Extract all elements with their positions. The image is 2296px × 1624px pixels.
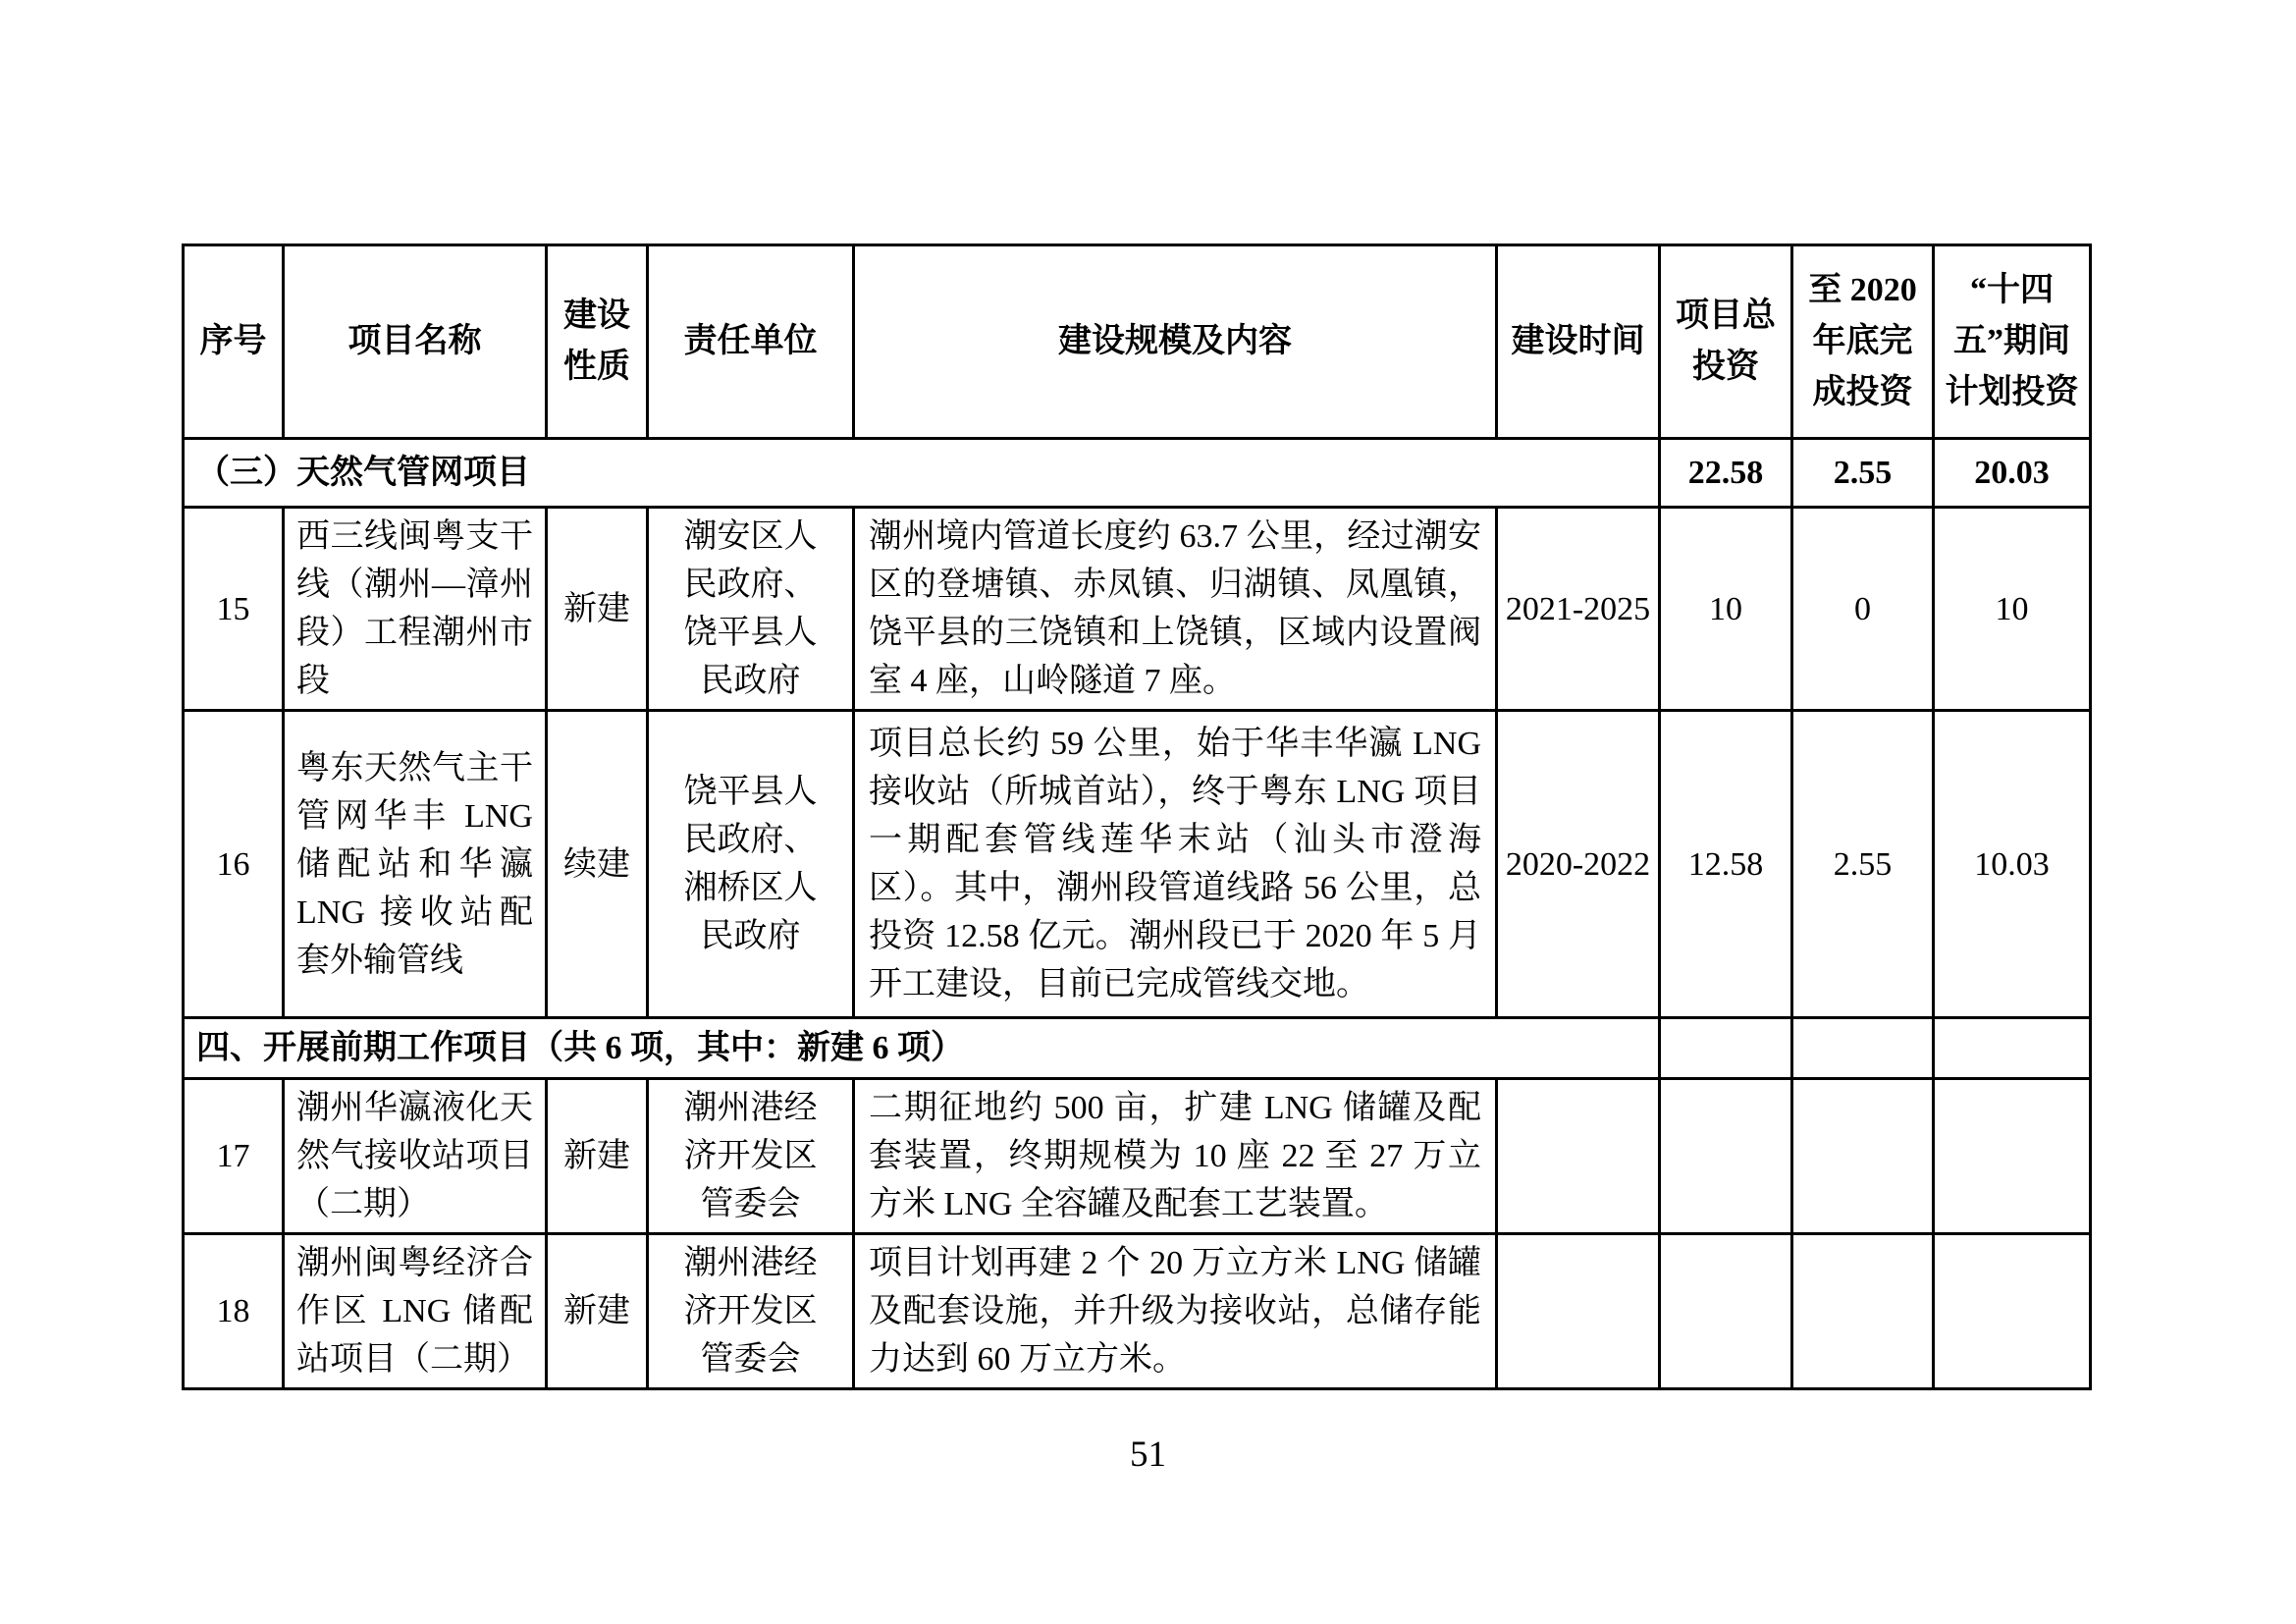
cell-investment-by-2020: 0 [1792,508,1934,711]
section-investment-by-2020: 2.55 [1792,439,1934,508]
header-cell-construction-time: 建设时间 [1497,245,1660,439]
cell-construction-nature: 新建 [547,508,648,711]
section-row-preliminary-work [184,1018,2091,1079]
project-row-15 [184,508,2091,711]
cell-construction-nature: 续建 [547,711,648,1018]
cell-scale-and-content: 项目总长约 59 公里，始于华丰华瀛 LNG 接收站（所城首站），终于粤东 LNG 项目一期配套管线莲华末站（汕头市澄海区）。其中，潮州段管道线路 56 公里，总投资 12.58 亿元。潮州段已于 2020 年 5 月开工建设，目前已完成管线交地。 [854,711,1497,1018]
section-planned-investment: 20.03 [1934,439,2091,508]
table-header-row [184,245,2091,439]
cell-no: 16 [184,711,284,1018]
cell-total-investment [1660,1079,1792,1234]
cell-construction-time [1497,1079,1660,1234]
cell-planned-investment: 10.03 [1934,711,2091,1018]
cell-planned-investment [1934,1234,2091,1389]
section-total-investment: 22.58 [1660,439,1792,508]
page-number: 51 [1130,1435,1166,1475]
cell-responsible-unit: 潮州港经济开发区管委会 [648,1234,854,1389]
cell-investment-by-2020 [1792,1234,1934,1389]
cell-scale-and-content: 潮州境内管道长度约 63.7 公里，经过潮安区的登塘镇、赤凤镇、归湖镇、凤凰镇，饶平县的三饶镇和上饶镇，区域内设置阀室 4 座，山岭隧道 7 座。 [854,508,1497,711]
cell-total-investment: 10 [1660,508,1792,711]
cell-planned-investment: 10 [1934,508,2091,711]
section-total-investment [1660,1018,1792,1079]
section-title: 四、开展前期工作项目（共 6 项，其中：新建 6 项） [184,1018,1660,1079]
project-row-18 [184,1234,2091,1389]
cell-responsible-unit: 潮安区人民政府、饶平县人民政府 [648,508,854,711]
header-cell-planned-investment-14-5: “十四五”期间计划投资 [1934,245,2091,439]
header-cell-construction-nature: 建设性质 [547,245,648,439]
cell-total-investment [1660,1234,1792,1389]
cell-project-name: 潮州华瀛液化天然气接收站项目（二期） [284,1079,547,1234]
cell-no: 18 [184,1234,284,1389]
section-investment-by-2020 [1792,1018,1934,1079]
header-cell-investment-by-2020: 至 2020 年底完成投资 [1792,245,1934,439]
cell-scale-and-content: 项目计划再建 2 个 20 万立方米 LNG 储罐及配套设施，并升级为接收站，总储存能力达到 60 万立方米。 [854,1234,1497,1389]
cell-no: 15 [184,508,284,711]
cell-planned-investment [1934,1079,2091,1234]
cell-investment-by-2020 [1792,1079,1934,1234]
cell-responsible-unit: 饶平县人民政府、湘桥区人民政府 [648,711,854,1018]
cell-project-name: 粤东天然气主干管网华丰 LNG 储配站和华瀛 LNG 接收站配套外输管线 [284,711,547,1018]
cell-investment-by-2020: 2.55 [1792,711,1934,1018]
cell-no: 17 [184,1079,284,1234]
cell-construction-time: 2021-2025 [1497,508,1660,711]
projects-table [182,244,2092,1390]
header-cell-scale-and-content: 建设规模及内容 [854,245,1497,439]
cell-project-name: 西三线闽粤支干线（潮州—漳州段）工程潮州市段 [284,508,547,711]
project-row-17 [184,1079,2091,1234]
header-cell-no: 序号 [184,245,284,439]
cell-construction-nature: 新建 [547,1079,648,1234]
header-cell-responsible-unit: 责任单位 [648,245,854,439]
header-cell-total-investment: 项目总投资 [1660,245,1792,439]
section-title: （三）天然气管网项目 [184,439,1660,508]
cell-responsible-unit: 潮州港经济开发区管委会 [648,1079,854,1234]
header-cell-project-name: 项目名称 [284,245,547,439]
cell-total-investment: 12.58 [1660,711,1792,1018]
section-row-gas-pipeline [184,439,2091,508]
section-planned-investment [1934,1018,2091,1079]
cell-construction-time [1497,1234,1660,1389]
cell-project-name: 潮州闽粤经济合作区 LNG 储配站项目（二期） [284,1234,547,1389]
project-row-16 [184,711,2091,1018]
cell-scale-and-content: 二期征地约 500 亩，扩建 LNG 储罐及配套装置，终期规模为 10 座 22 至 27 万立方米 LNG 全容罐及配套工艺装置。 [854,1079,1497,1234]
cell-construction-time: 2020-2022 [1497,711,1660,1018]
cell-construction-nature: 新建 [547,1234,648,1389]
